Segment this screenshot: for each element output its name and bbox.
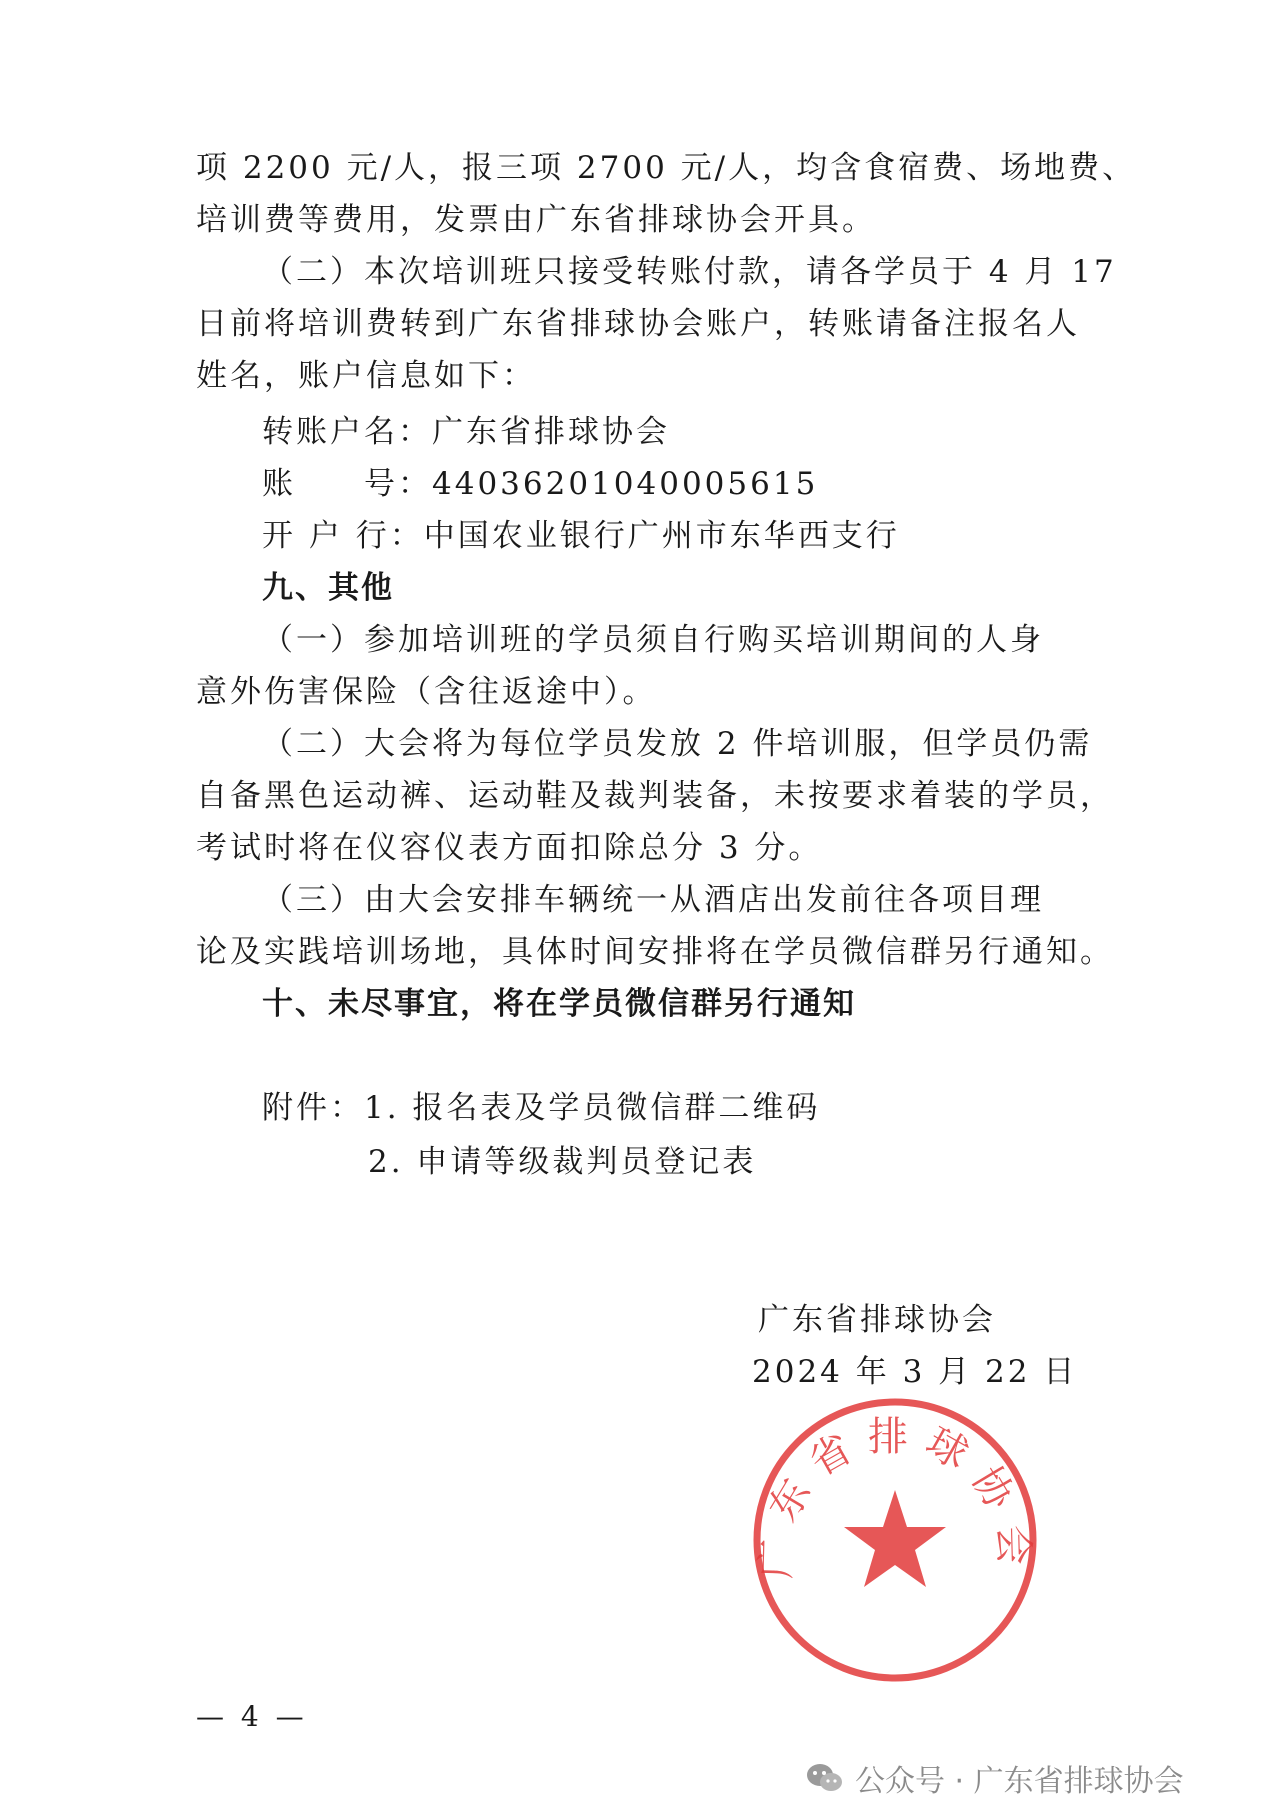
section-heading-9: 九、其他 bbox=[262, 570, 394, 606]
paragraph-line: （二）大会将为每位学员发放 2 件培训服，但学员仍需 bbox=[262, 726, 1093, 762]
watermark bbox=[805, 1758, 1184, 1798]
signature-date: 2024 年 3 月 22 日 bbox=[752, 1354, 1078, 1390]
paragraph-line: （二）本次培训班只接受转账付款，请各学员于 4 月 17 bbox=[262, 254, 1117, 290]
paragraph-line: 考试时将在仪容仪表方面扣除总分 3 分。 bbox=[196, 830, 823, 866]
page-number: — 4 — bbox=[196, 1700, 308, 1733]
paragraph-line: （三）由大会安排车辆统一从酒店出发前往各项目理 bbox=[262, 882, 1044, 918]
paragraph-line: （一）参加培训班的学员须自行购买培训期间的人身 bbox=[262, 622, 1044, 658]
bank-name: 开 户 行：中国农业银行广州市东华西支行 bbox=[262, 518, 900, 554]
paragraph-line: 论及实践培训场地，具体时间安排将在学员微信群另行通知。 bbox=[196, 934, 1114, 970]
paragraph-line: 意外伤害保险（含往返途中）。 bbox=[196, 674, 657, 710]
seal-text: 广东省排球协会 bbox=[753, 1414, 1037, 1580]
signature-organization: 广东省排球协会 bbox=[758, 1302, 996, 1338]
paragraph-line: 项 2200 元/人，报三项 2700 元/人，均含食宿费、场地费、 bbox=[196, 150, 1137, 186]
attachment-1: 附件：1. 报名表及学员微信群二维码 bbox=[262, 1090, 821, 1126]
paragraph-line: 培训费等费用，发票由广东省排球协会开具。 bbox=[196, 202, 876, 238]
watermark-text: 公众号 · 广东省排球协会 bbox=[855, 1764, 1184, 1799]
wechat-icon bbox=[805, 1761, 845, 1795]
paragraph-line: 自备黑色运动裤、运动鞋及裁判装备，未按要求着装的学员， bbox=[196, 778, 1114, 814]
star-icon bbox=[844, 1490, 946, 1587]
paragraph-line: 日前将培训费转到广东省排球协会账户，转账请备注报名人 bbox=[196, 306, 1080, 342]
section-heading-10: 十、未尽事宜，将在学员微信群另行通知 bbox=[262, 986, 856, 1022]
paragraph-line: 姓名，账户信息如下： bbox=[196, 358, 536, 394]
account-name: 转账户名：广东省排球协会 bbox=[262, 414, 670, 450]
official-seal-stamp bbox=[750, 1395, 1040, 1685]
attachment-2: 2. 申请等级裁判员登记表 bbox=[368, 1144, 757, 1180]
account-number: 账 号：44036201040005615 bbox=[262, 466, 819, 502]
